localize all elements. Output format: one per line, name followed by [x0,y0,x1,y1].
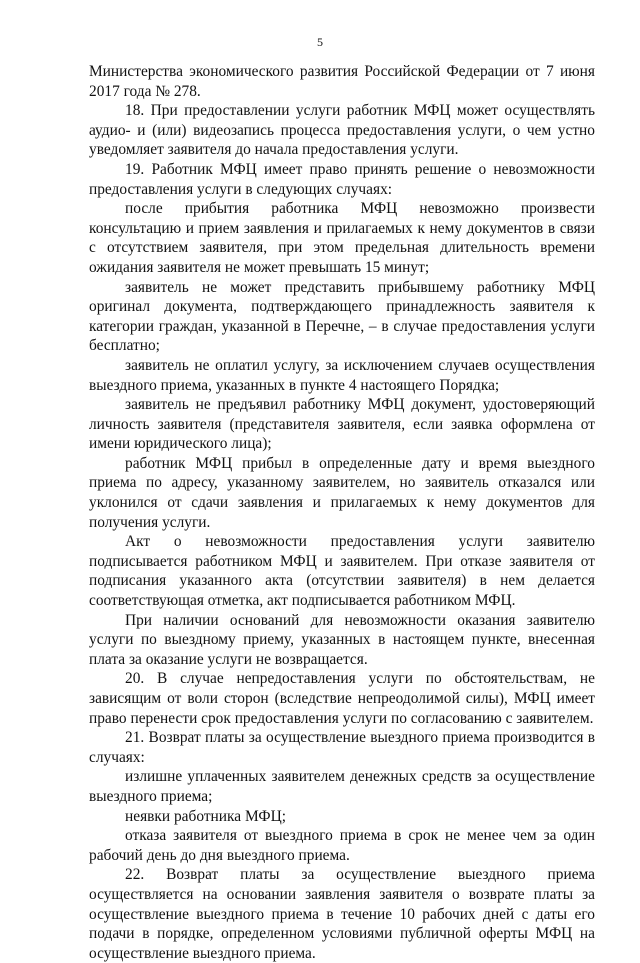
paragraph-refund-no-show: неявки работника МФЦ; [125,807,286,825]
paragraph-item-19: 19. Работник МФЦ имеет право принять решение о невозможности предоставления услуги в следующих случаях: [89,160,595,198]
paragraph-case-no-id: заявитель не предъявил работнику МФЦ документ, удостоверяющий личность заявителя (представителя заявителя, если заявка оформлена от имени юридического лица); [89,396,595,453]
paragraph-case-refusal: работник МФЦ прибыл в определенные дату и время выездного приема по адресу, указанному заявителем, но заявитель отказался или уклонился от сдачи заявления и прилагаемых к нему документов для получения услуги. [89,454,595,531]
paragraph-case-no-original-document: заявитель не может представить прибывшему работнику МФЦ оригинал документа, подтверждающего принадлежность заявителя к категории граждан, указанной в Перечне, – в случае предоставления услуги бесплатно; [89,278,595,355]
paragraph-refund-cancel: отказа заявителя от выездного приема в срок не менее чем за один рабочий день до дня выездного приема. [89,827,595,864]
paragraph-case-no-applicant: после прибытия работника МФЦ невозможно произвести консультацию и прием заявления и прилагаемых к нему документов в связи с отсутствием заявителя, при этом предельная длительность времени ожидания заявителя не может превышать 15 минут; [89,200,595,276]
paragraph-act-signing: Акт о невозможности предоставления услуги заявителю подписывается работником МФЦ и заявителем. При отказе заявителя от подписания указанного акта (отсутствии заявителя) в нем делается соответствующая отметка, акт подписывается работником МФЦ. [89,533,595,610]
paragraph-item-20: 20. В случае непредоставления услуги по обстоятельствам, не зависящим от воли сторон (вследствие непреодолимой силы), МФЦ имеет право перенести срок предоставления услуги по согласованию с заявителем. [89,670,595,727]
paragraph-item-22: 22. Возврат платы за осуществление выездного приема осуществляется на основании заявления заявителя о возврате платы за осуществление выездного приема в течение 10 рабочих дней с даты его подачи в порядке, определенном условиями публичной оферты МФЦ на осуществление выездного приема. [89,866,595,962]
document-body [89,62,595,963]
paragraph-refund-overpaid: излишне уплаченных заявителем денежных средств за осуществление выездного приема; [89,768,595,805]
paragraph-continuation: Министерства экономического развития Российской Федерации от 7 июня 2017 года № 278. [89,63,595,100]
page-number: 5 [317,35,323,49]
paragraph-case-not-paid: заявитель не оплатил услугу, за исключением случаев осуществления выездного приема, указанных в пункте 4 настоящего Порядка; [89,356,595,394]
paragraph-fee-not-returned: При наличии оснований для невозможности оказания заявителю услуги по выездному приему, указанных в настоящем пункте, внесенная плата за оказание услуги не возвращается. [89,611,595,668]
paragraph-item-18: 18. При предоставлении услуги работник МФЦ может осуществлять аудио- и (или) видеозапись процесса предоставления услуги, о чем устно уведомляет заявителя до начала предоставления услуги. [89,102,595,159]
paragraph-item-21: 21. Возврат платы за осуществление выездного приема производится в случаях: [89,729,595,766]
